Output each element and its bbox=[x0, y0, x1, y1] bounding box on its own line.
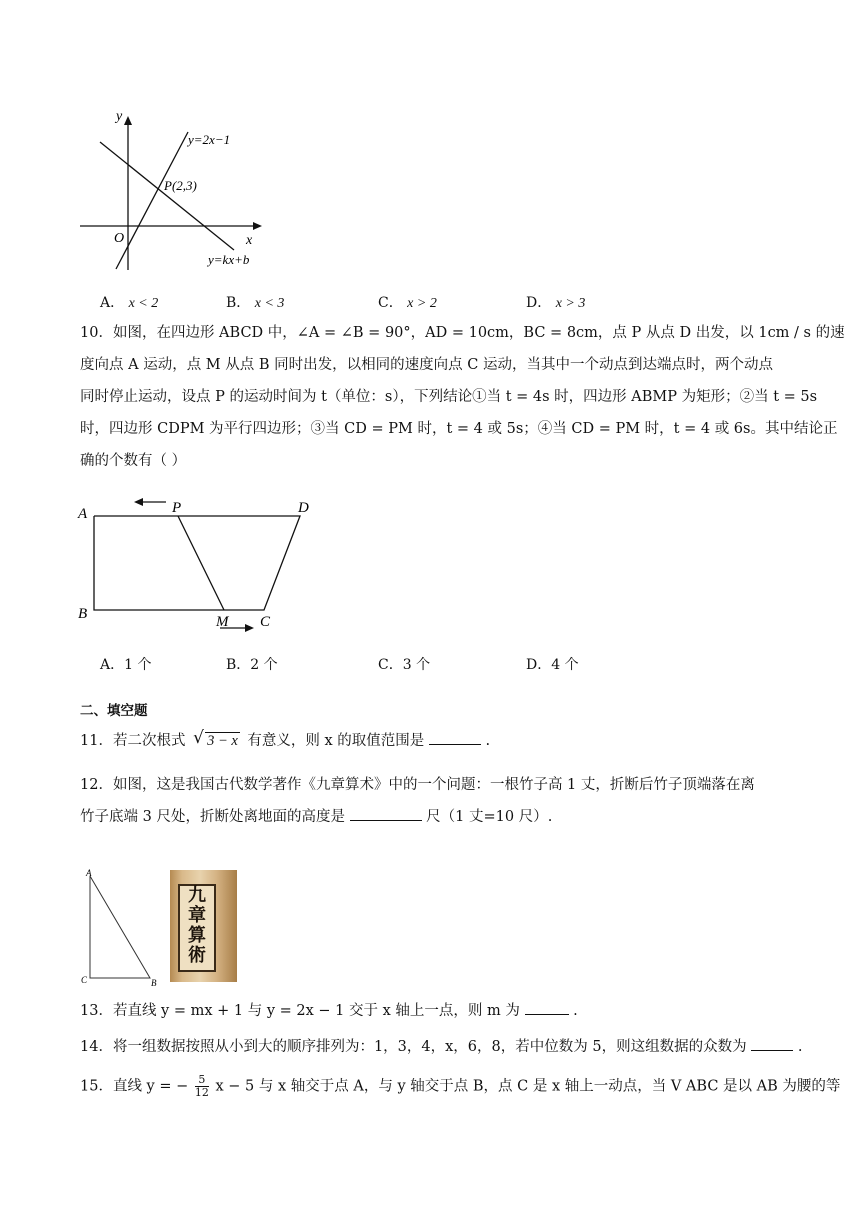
book-char-2: 章 bbox=[188, 905, 206, 926]
q10-figure bbox=[74, 494, 324, 636]
q9-point-label: P(2,3) bbox=[164, 178, 197, 193]
q9-option-a-math: x < 2 bbox=[128, 296, 159, 311]
q9-x-arrow bbox=[253, 222, 262, 230]
q12-after: 尺（1 丈=10 尺）. bbox=[426, 809, 553, 825]
q9-graph bbox=[76, 104, 276, 274]
q9-line-2x-minus-1 bbox=[116, 132, 188, 269]
q9-option-a-letter: A． bbox=[100, 295, 125, 311]
q12-text-line-1: 12．如图，这是我国古代数学著作《九章算术》中的一个问题：一根竹子高 1 丈，折断后竹子顶端落在离 bbox=[80, 777, 755, 793]
q15-fraction bbox=[195, 1074, 209, 1099]
book-title-panel bbox=[178, 884, 216, 972]
q11-before: 11．若二次根式 bbox=[80, 733, 186, 749]
q9-line1-label: y=2x−1 bbox=[188, 132, 231, 147]
q12-text-line-2 bbox=[80, 806, 552, 828]
q14-before: 14．将一组数据按照从小到大的顺序排列为：1，3，4，x，6，8，若中位数为 5，则这组数据的众数为 bbox=[80, 1039, 747, 1055]
q10-quadrilateral bbox=[94, 516, 300, 610]
section-title-fill-in: 二、填空题 bbox=[80, 703, 148, 719]
q10-label-d: D bbox=[298, 500, 309, 516]
q12-label-c: C bbox=[81, 975, 88, 985]
q9-line2-label: y=kx+b bbox=[208, 252, 250, 267]
q10-arrow-p-head bbox=[134, 498, 143, 506]
q10-segment-pm bbox=[178, 516, 224, 610]
q10-option-c[interactable]: C．3 个 bbox=[378, 657, 431, 673]
q11-radicand: 3 − x bbox=[207, 733, 238, 749]
q15-numerator: 5 bbox=[195, 1074, 209, 1087]
q12-triangle-figure bbox=[78, 866, 168, 988]
q12-label-a: A bbox=[86, 868, 92, 878]
q10-label-b: B bbox=[78, 606, 88, 622]
q11-answer-blank[interactable] bbox=[429, 730, 481, 745]
q10-label-p: P bbox=[172, 500, 182, 516]
q15-after: x − 5 与 x 轴交于点 A，与 y 轴交于点 B，点 C 是 x 轴上一动点，当 V ABC 是以 AB 为腰的等 bbox=[215, 1078, 841, 1095]
q13-end: . bbox=[573, 1003, 578, 1019]
q9-y-arrow bbox=[124, 116, 132, 125]
q9-option-d-letter: D． bbox=[526, 295, 552, 311]
q12-triangle bbox=[90, 876, 150, 978]
q12-before: 竹子底端 3 尺处，折断处离地面的高度是 bbox=[80, 809, 345, 825]
jiuzhang-suanshu-book-cover bbox=[170, 870, 237, 982]
q11-radical-sign: √ bbox=[193, 728, 204, 748]
q13-answer-blank[interactable] bbox=[525, 1000, 569, 1015]
q9-option-c-letter: C． bbox=[378, 295, 403, 311]
q10-arrow-m-head bbox=[245, 624, 254, 632]
q9-option-c-math: x > 2 bbox=[407, 296, 437, 311]
q10-text-line-2: 度向点 A 运动，点 M 从点 B 同时出发，以相同的速度向点 C 运动，当其中一个动点到达端点时，两个动点 bbox=[80, 357, 773, 373]
q10-label-c: C bbox=[260, 614, 271, 630]
q12-answer-blank[interactable] bbox=[350, 806, 422, 821]
q9-option-b-letter: B． bbox=[226, 295, 251, 311]
book-char-4: 術 bbox=[188, 945, 206, 966]
q9-y-label: y bbox=[116, 109, 123, 124]
q9-option-b-math: x < 3 bbox=[254, 296, 285, 311]
q9-option-d[interactable] bbox=[526, 292, 585, 312]
q13-before: 13．若直线 y = mx + 1 与 y = 2x − 1 交于 x 轴上一点，则 m 为 bbox=[80, 1003, 520, 1019]
q15-line bbox=[80, 1074, 840, 1099]
q9-origin-label: O bbox=[114, 231, 125, 246]
q10-label-m: M bbox=[216, 614, 229, 630]
q9-option-d-math: x > 3 bbox=[555, 296, 586, 311]
q10-text-line-3: 同时停止运动，设点 P 的运动时间为 t（单位：s），下列结论①当 t = 4s 时，四边形 ABMP 为矩形；②当 t = 5s bbox=[80, 389, 818, 405]
book-char-3: 算 bbox=[188, 925, 206, 946]
q11-radical bbox=[193, 730, 240, 752]
q10-option-d[interactable]: D．4 个 bbox=[526, 657, 579, 673]
q11-after: 有意义，则 x 的取值范围是 bbox=[247, 733, 425, 749]
q13-line bbox=[80, 1000, 578, 1022]
q9-option-a[interactable] bbox=[100, 292, 158, 312]
q9-option-b[interactable] bbox=[226, 292, 284, 312]
q14-line bbox=[80, 1036, 802, 1058]
q9-x-label: x bbox=[246, 233, 253, 248]
q10-option-b[interactable]: B．2 个 bbox=[226, 657, 278, 673]
q12-label-b: B bbox=[151, 978, 157, 988]
q9-option-c[interactable] bbox=[378, 292, 437, 312]
q11-end: . bbox=[485, 733, 491, 749]
q10-text-line-5: 确的个数有（ ） bbox=[80, 453, 187, 469]
q10-option-a[interactable]: A．1 个 bbox=[100, 657, 152, 673]
q10-text-line-4: 时，四边形 CDPM 为平行四边形；③当 CD = PM 时，t = 4 或 5s；④当 CD = PM 时，t = 4 或 6s。其中结论正 bbox=[80, 421, 838, 437]
q10-text-line-1: 10．如图，在四边形 ABCD 中，∠A = ∠B = 90°，AD = 10cm，BC = 8cm，点 P 从点 D 出发，以 1cm / s 的速 bbox=[80, 325, 845, 341]
q14-answer-blank[interactable] bbox=[751, 1036, 793, 1051]
q15-denominator: 12 bbox=[194, 1086, 209, 1099]
q15-before: 15．直线 y = − bbox=[80, 1078, 189, 1095]
q11-line bbox=[80, 730, 490, 752]
q10-label-a: A bbox=[78, 506, 88, 522]
book-char-1: 九 bbox=[188, 885, 206, 906]
q14-end: . bbox=[797, 1039, 803, 1055]
